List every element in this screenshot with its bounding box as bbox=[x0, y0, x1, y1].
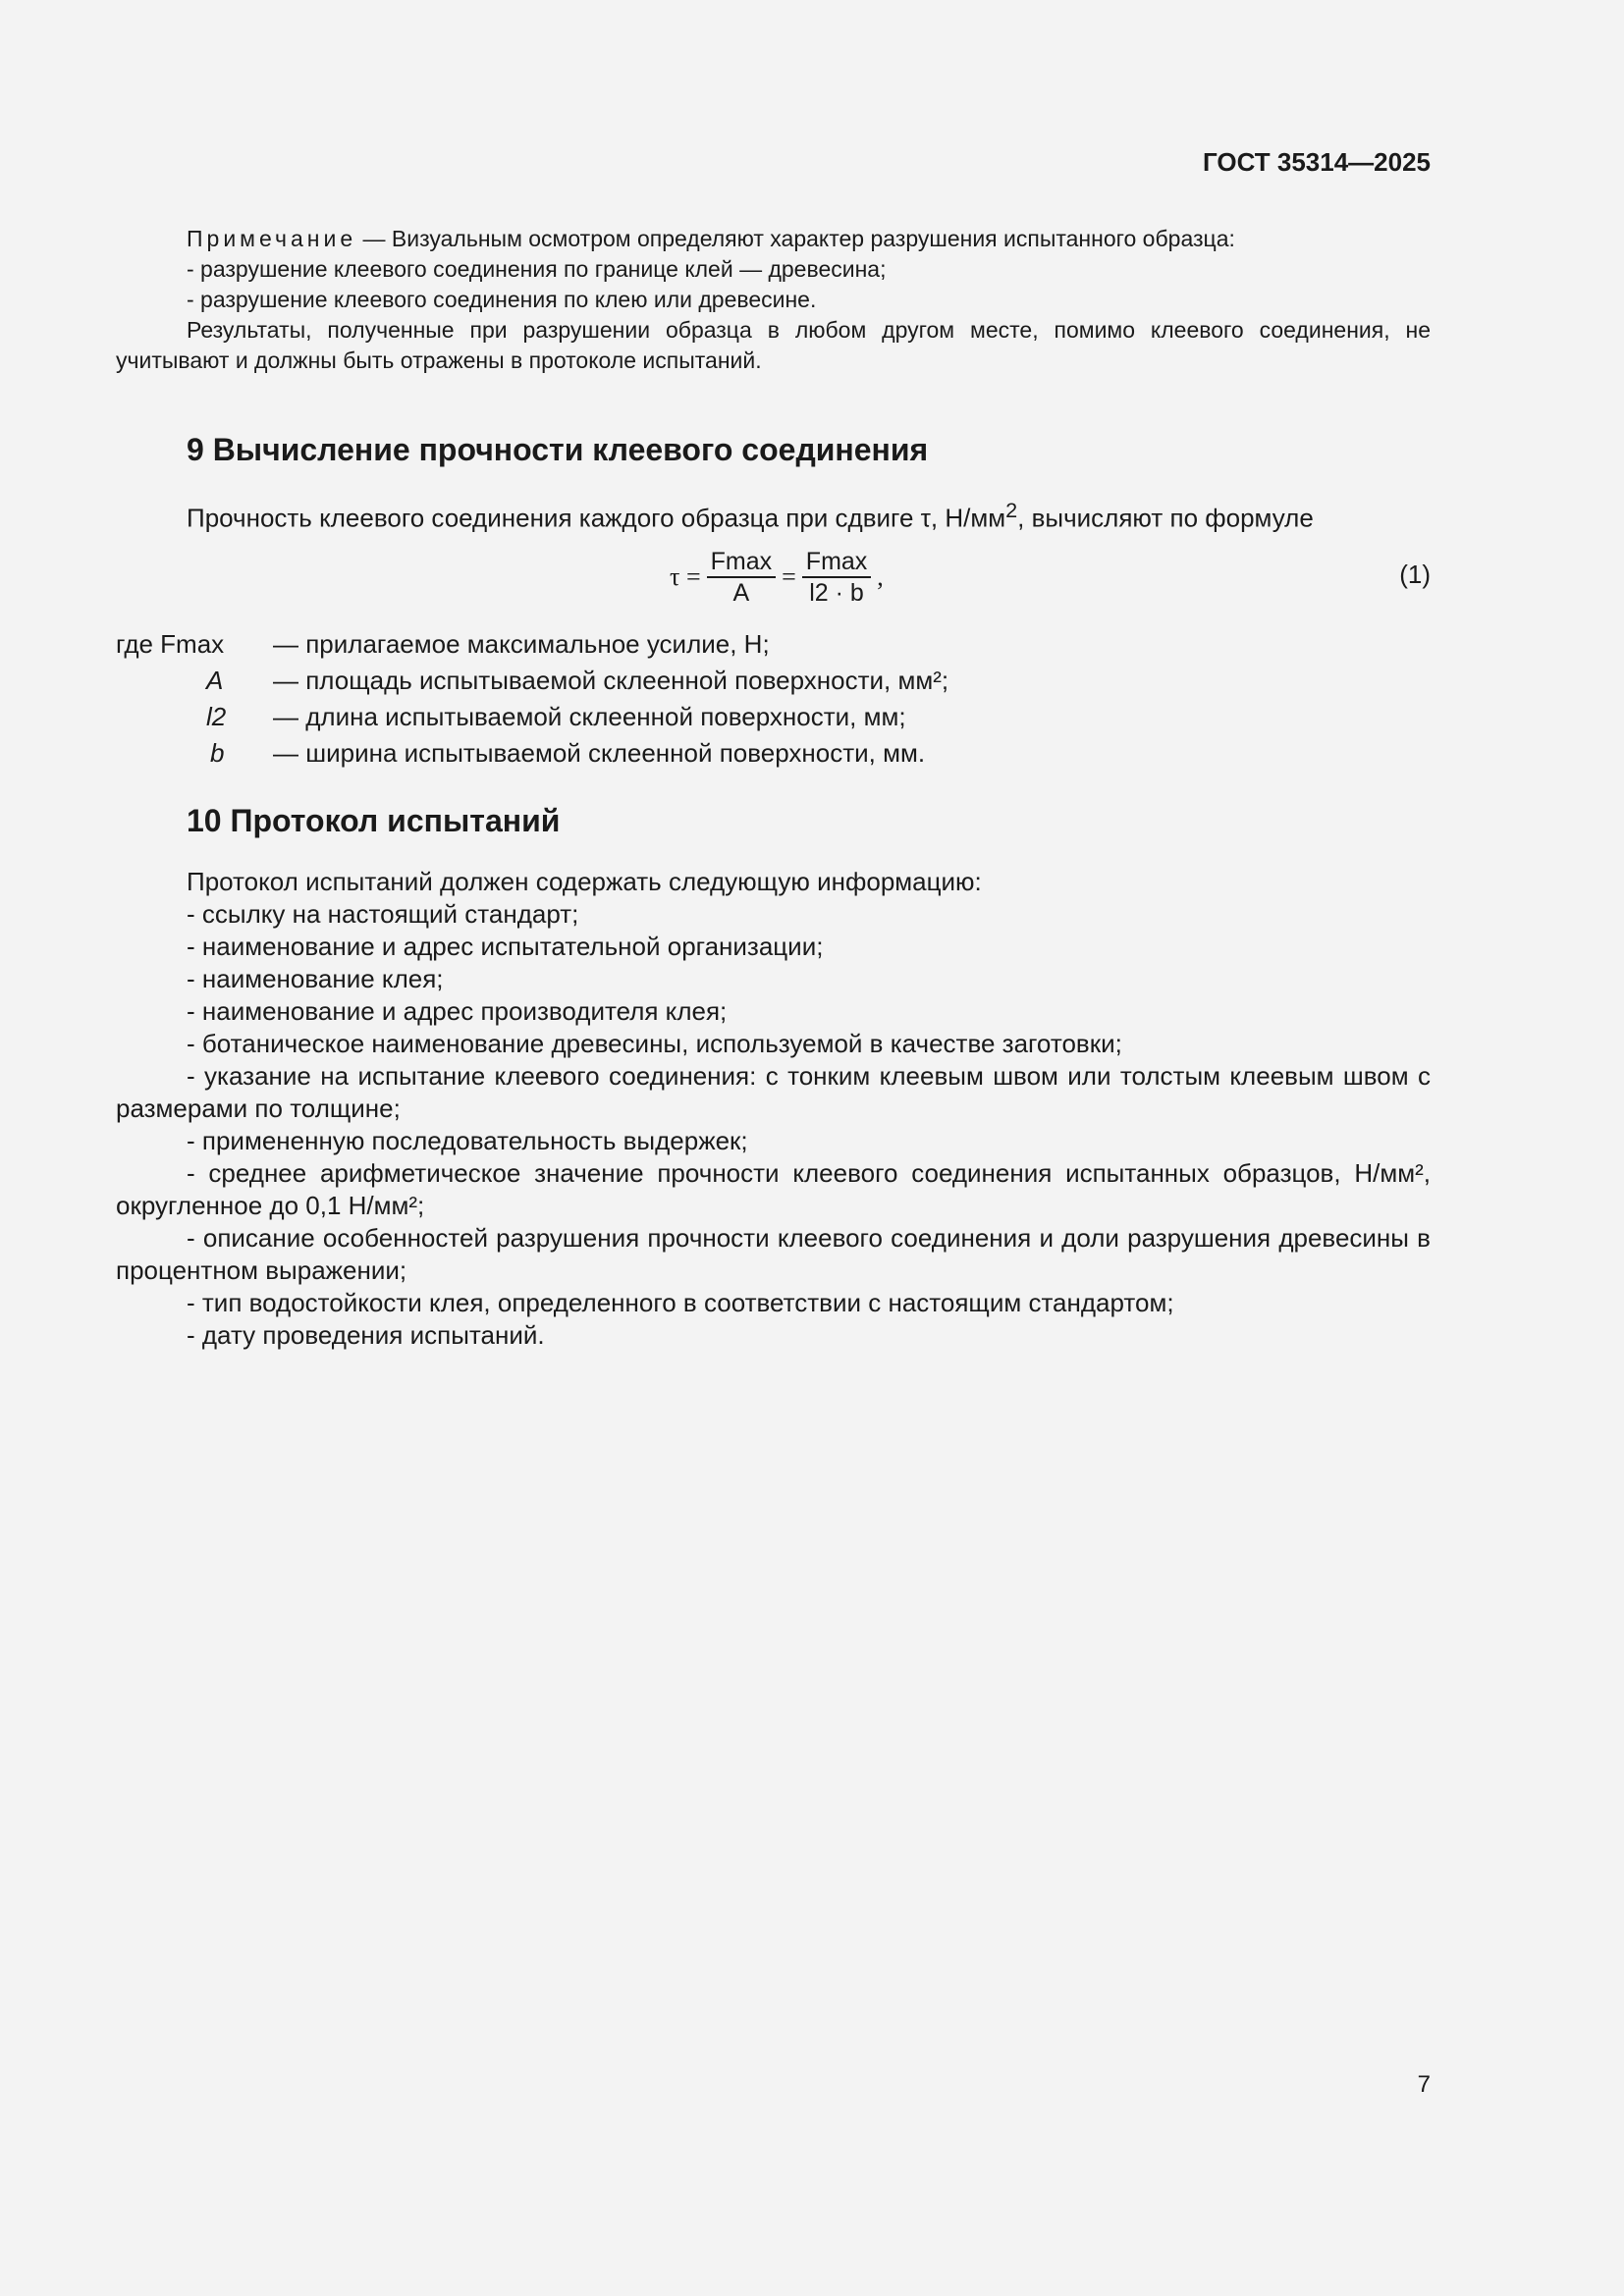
definition-text: — площадь испытываемой склеенной поверхности, мм²; bbox=[273, 666, 949, 695]
formula-row bbox=[116, 542, 1431, 613]
intro-text-end: , вычисляют по формуле bbox=[1017, 503, 1314, 533]
list-item: - тип водостойкости клея, определенного в соответствии с настоящим стандартом; bbox=[187, 1288, 1174, 1317]
equation-number: (1) bbox=[1399, 560, 1431, 589]
definition-text: — ширина испытываемой склеенной поверхности, мм. bbox=[273, 738, 926, 768]
list-item: - наименование клея; bbox=[187, 964, 444, 993]
definition-row bbox=[116, 626, 1431, 663]
section-10-body bbox=[116, 866, 1431, 1352]
intro-sup: 2 bbox=[1005, 498, 1018, 522]
fraction-1 bbox=[707, 547, 777, 608]
definition-symbol: l2 bbox=[206, 702, 227, 731]
definition-text: — прилагаемое максимальное усилие, Н; bbox=[273, 629, 770, 659]
fraction-2-numerator: Fmax bbox=[802, 547, 872, 578]
intro-text: Прочность клеевого соединения каждого образца при сдвиге τ, Н/мм bbox=[187, 503, 1006, 533]
list-item: - наименование и адрес испытательной организации; bbox=[187, 932, 824, 961]
section-9-title: 9 Вычисление прочности клеевого соединения bbox=[187, 432, 929, 467]
section-10-intro: Протокол испытаний должен содержать следующую информацию: bbox=[187, 867, 982, 896]
list-item: - среднее арифметическое значение прочности клеевого соединения испытанных образцов, Н/мм², округленное до 0,1 Н/мм²; bbox=[116, 1158, 1431, 1220]
definition-row bbox=[116, 735, 1431, 772]
formula-definitions bbox=[116, 626, 1431, 772]
formula-equals: = bbox=[782, 562, 796, 591]
formula-1 bbox=[670, 542, 884, 613]
standard-code: ГОСТ 35314—2025 bbox=[1203, 147, 1431, 177]
fraction-2-denominator: l2 · b bbox=[809, 579, 864, 607]
section-9-intro bbox=[116, 494, 1431, 535]
list-item: - дату проведения испытаний. bbox=[187, 1320, 545, 1350]
note-block bbox=[116, 224, 1431, 376]
note-line bbox=[116, 224, 1431, 254]
definition-symbol: b bbox=[210, 738, 225, 768]
fraction-1-denominator: A bbox=[732, 579, 750, 607]
definition-symbol: где Fmax bbox=[116, 629, 225, 659]
list-item: - наименование и адрес производителя клея; bbox=[187, 996, 728, 1026]
list-item: - описание особенностей разрушения прочности клеевого соединения и доли разрушения древесины в процентном выражении; bbox=[116, 1223, 1431, 1285]
note-item: - разрушение клеевого соединения по границе клей — древесина; bbox=[187, 256, 887, 282]
definition-symbol: A bbox=[206, 666, 224, 695]
list-item: - ссылку на настоящий стандарт; bbox=[187, 899, 579, 929]
definition-row bbox=[116, 663, 1431, 699]
fraction-2 bbox=[802, 547, 872, 608]
section-10-title: 10 Протокол испытаний bbox=[187, 803, 561, 838]
note-label: Примечание bbox=[187, 226, 357, 251]
definition-row bbox=[116, 699, 1431, 735]
definition-text: — длина испытываемой склеенной поверхности, мм; bbox=[273, 702, 906, 731]
list-item: - указание на испытание клеевого соединения: с тонким клеевым швом или толстым клеевым швом с размерами по толщине; bbox=[116, 1061, 1431, 1123]
note-text: — Визуальным осмотром определяют характер разрушения испытанного образца: bbox=[362, 226, 1235, 251]
fraction-1-numerator: Fmax bbox=[707, 547, 777, 578]
page-number: 7 bbox=[1417, 2071, 1431, 2098]
note-item: - разрушение клеевого соединения по клею или древесине. bbox=[187, 287, 817, 312]
formula-lhs: τ = bbox=[670, 562, 701, 591]
list-item: - ботаническое наименование древесины, используемой в качестве заготовки; bbox=[187, 1029, 1122, 1058]
list-item: - примененную последовательность выдержек; bbox=[187, 1126, 748, 1155]
note-results: Результаты, полученные при разрушении образца в любом другом месте, помимо клеевого соединения, не учитывают и должны быть отражены в протоколе испытаний. bbox=[116, 317, 1431, 373]
formula-tail: , bbox=[877, 562, 884, 591]
